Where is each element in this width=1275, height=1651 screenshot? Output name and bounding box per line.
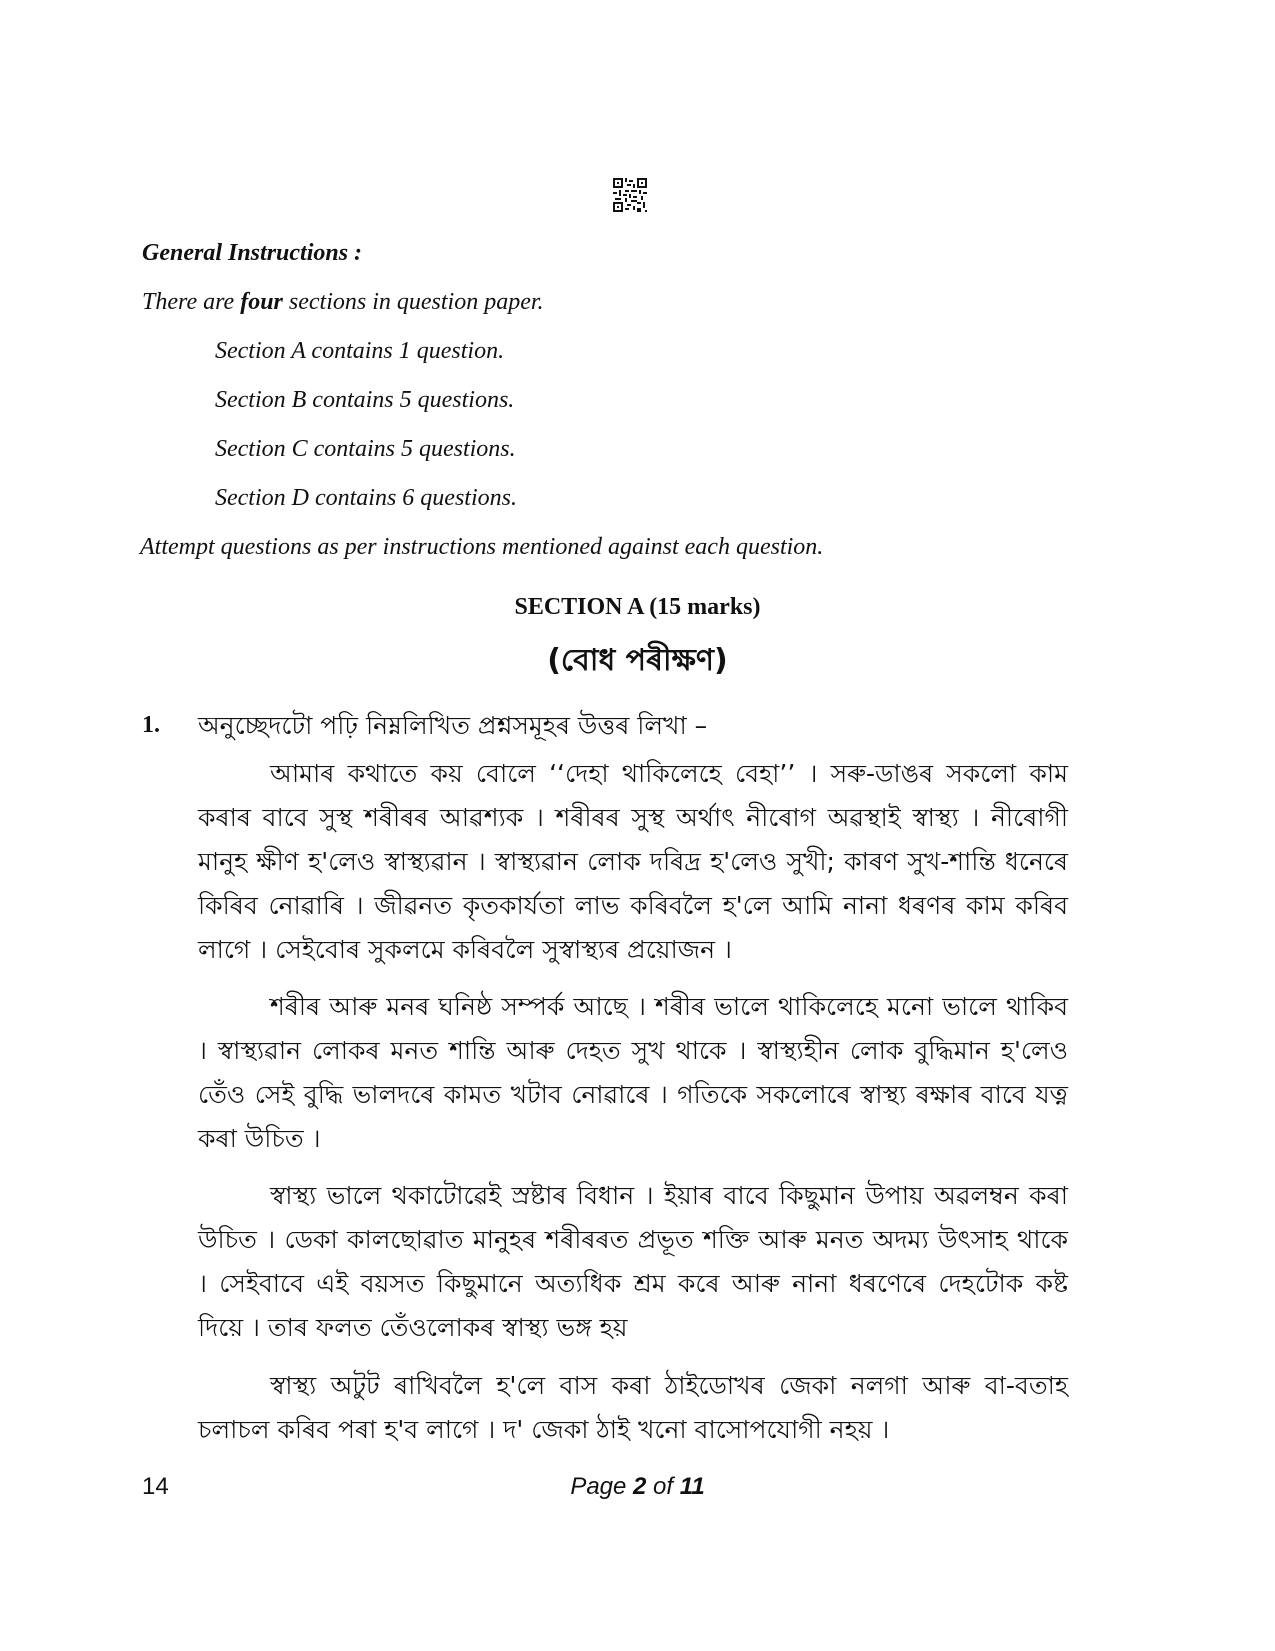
passage-paragraph-2: শৰীৰ আৰু মনৰ ঘনিষ্ঠ সম্পৰ্ক আছে । শৰীৰ ভালে থাকিলেহে মনো ভালে থাকিব । স্বাস্থ্যৱান লোকৰ মনত শান্তি আৰু দেহত সুখ থাকে । স্বাস্থ্যহীন লোক বুদ্ধিমান হ'লেও তেঁও সেই বুদ্ধি ভালদৰে কামত খটাব নোৱাৰে । গতিকে সকলোৰে স্বাস্থ্য ৰক্ষাৰ বাবে যত্ন কৰা উচিত । [198, 992, 1068, 1153]
qr-code [613, 178, 647, 212]
intro-text-after: sections in question paper. [282, 289, 544, 315]
attempt-instruction: Attempt questions as per instructions mentioned against each question. [140, 534, 824, 560]
general-instructions-title: General Instructions : [142, 240, 363, 266]
section-a-heading: SECTION A (15 marks) [514, 594, 761, 620]
passage-paragraph-1: আমাৰ কথাতে কয় বোলে ‘‘দেহা থাকিলেহে বেহা’’ । সৰু-ডাঙৰ সকলো কাম কৰাৰ বাবে সুস্থ শৰীৰৰ আৱশ্যক । শৰীৰৰ সুস্থ অৰ্থাৎ নীৰোগ অৱস্থাই স্বাস্থ্য । নীৰোগী মানুহ ক্ষীণ হ'লেও স্বাস্থ্যৱান । স্বাস্থ্যৱান লোক দৰিদ্ৰ হ'লেও সুখী; কাৰণ সুখ-শান্তি ধনেৰে কিৰিব নোৱাৰি । জীৱনত কৃতকাৰ্যতা লাভ কৰিবলৈ হ'লে আমি নানা ধৰণৰ কাম কৰিব লাগে । সেইবোৰ সুকলমে কৰিবলৈ সুস্বাস্থ্যৰ প্ৰয়োজন । [198, 759, 1068, 964]
page-total: 11 [679, 1473, 705, 1500]
section-a-info: Section A contains 1 question. [215, 338, 505, 364]
section-c-info: Section C contains 5 questions. [215, 436, 516, 462]
question-number: 1. [142, 712, 160, 738]
section-d-info: Section D contains 6 questions. [215, 485, 517, 511]
section-b-info: Section B contains 5 questions. [215, 387, 515, 413]
paper-code: 14 [142, 1473, 169, 1500]
page-current: 2 [633, 1473, 647, 1500]
page-of: of [646, 1473, 680, 1500]
intro-text-before: There are [142, 289, 241, 315]
page-indicator [0, 1473, 1275, 1501]
intro-bold: four [240, 289, 283, 315]
page-prefix: Page [570, 1473, 634, 1500]
passage-paragraph-3: স্বাস্থ্য ভালে থকাটোৱেই স্ৰষ্টাৰ বিধান । ইয়াৰ বাবে কিছুমান উপায় অৱলম্বন কৰা উচিত । ডেকা কালছোৱাত মানুহৰ শৰীৰৰত প্ৰভূত শক্তি আৰু মনত অদম্য উৎসাহ থাকে । সেইবাবে এই বয়সত কিছুমানে অত্যধিক শ্ৰম কৰে আৰু নানা ধৰণেৰে দেহটোক কষ্ট দিয়ে । তাৰ ফলত তেঁওলোকৰ স্বাস্থ্য ভঙ্গ হয় [198, 1181, 1068, 1342]
section-a-subheading: (বোধ পৰীক্ষণ) [547, 643, 728, 678]
passage-paragraph-4: স্বাস্থ্য অটুট ৰাখিবলৈ হ'লে বাস কৰা ঠাইডোখৰ জেকা নলগা আৰু বা-বতাহ চলাচল কৰিব পৰা হ'ব লাগে । দ' জেকা ঠাই খনো বাসোপযোগী নহয় । [198, 1371, 1068, 1444]
instructions-intro [142, 289, 544, 316]
question-prompt: অনুচ্ছেদটো পঢ়ি নিম্নলিখিত প্ৰশ্নসমূহৰ উত্তৰ লিখা – [198, 711, 708, 740]
